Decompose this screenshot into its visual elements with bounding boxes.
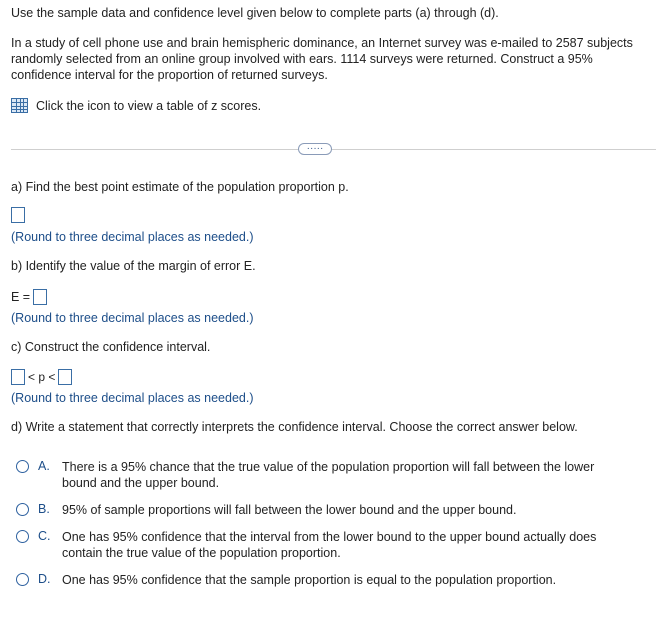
z-table-link-label[interactable]: Click the icon to view a table of z scores. — [36, 98, 262, 113]
part-b-prompt: b) Identify the value of the margin of error E. — [11, 259, 256, 273]
margin-error-row — [11, 289, 47, 305]
question-text: In a study of cell phone use and brain hemispheric dominance, an Internet survey was e-mailed to 2587 subjects randomly selected from an online group involved with ears. 1114 surveys were returned. Construct a 95% confidence interval for the proportion of returned surveys. — [11, 36, 633, 82]
z-table-link[interactable] — [11, 98, 261, 113]
part-b-hint: (Round to three decimal places as needed.) — [11, 311, 254, 325]
part-a-prompt-text: a) Find the best point estimate of the population proportion p. — [11, 180, 349, 194]
margin-error-label: E = — [11, 290, 31, 304]
option-a-radio[interactable] — [16, 460, 29, 473]
option-c-letter: C. — [38, 529, 51, 543]
option-a-letter: A. — [38, 459, 50, 473]
part-c-prompt: c) Construct the confidence interval. — [11, 340, 211, 354]
part-d-prompt: d) Write a statement that correctly interprets the confidence interval. Choose the correct answer below. — [11, 420, 578, 434]
part-a-hint: (Round to three decimal places as needed.) — [11, 230, 254, 244]
option-d-radio[interactable] — [16, 573, 29, 586]
lower-bound-input[interactable] — [11, 369, 25, 385]
interval-inequality: < p < — [28, 370, 56, 384]
point-estimate-input[interactable] — [11, 207, 25, 223]
instructions-text: Use the sample data and confidence level given below to complete parts (a) through (d). — [11, 6, 499, 20]
expand-more-button[interactable]: ····· — [298, 143, 332, 155]
option-a-text[interactable]: There is a 95% chance that the true value of the population proportion will fall between the lower bound and the upper bound. — [62, 460, 595, 490]
part-a-prompt — [11, 180, 349, 194]
option-b-radio[interactable] — [16, 503, 29, 516]
interval-row — [11, 369, 72, 385]
option-b[interactable] — [16, 502, 622, 518]
option-a[interactable] — [16, 459, 622, 491]
option-d[interactable] — [16, 572, 622, 588]
upper-bound-input[interactable] — [58, 369, 72, 385]
table-grid-icon[interactable] — [11, 98, 28, 113]
option-c-text[interactable]: One has 95% confidence that the interval from the lower bound to the upper bound actually does contain the true value of the population proportion. — [62, 530, 597, 560]
option-d-letter: D. — [38, 572, 51, 586]
option-c-radio[interactable] — [16, 530, 29, 543]
margin-error-input[interactable] — [33, 289, 47, 305]
option-d-text[interactable]: One has 95% confidence that the sample proportion is equal to the population proportion. — [62, 573, 557, 587]
section-divider — [11, 149, 656, 150]
part-c-hint: (Round to three decimal places as needed.) — [11, 391, 254, 405]
option-b-text[interactable]: 95% of sample proportions will fall between the lower bound and the upper bound. — [62, 503, 517, 517]
option-b-letter: B. — [38, 502, 50, 516]
option-c[interactable] — [16, 529, 622, 561]
